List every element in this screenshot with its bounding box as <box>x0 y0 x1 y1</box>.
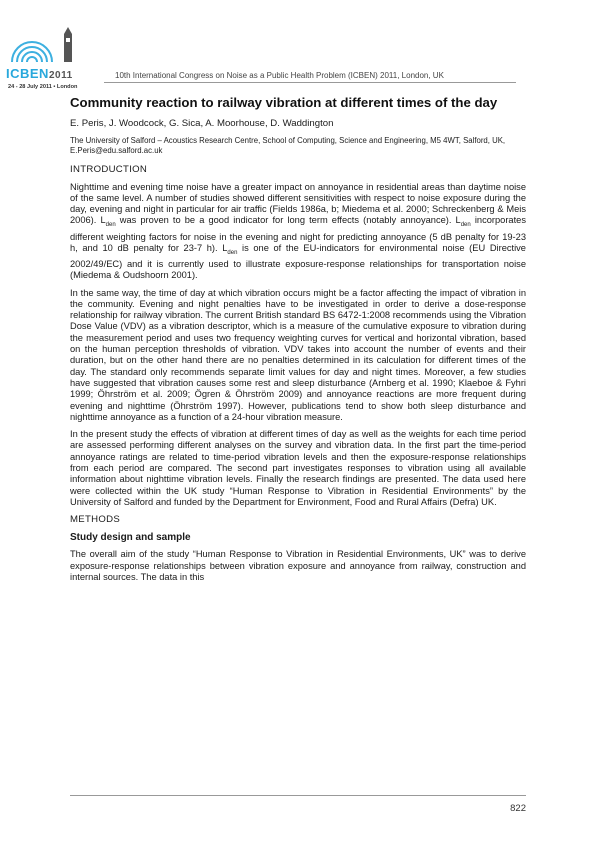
intro-paragraph-1: Nighttime and evening time noise have a greater impact on annoyance in residential areas than daytime noise of the same level. A number of studies showed different sensitivities with respect to noise exposure during the day, evening and night in particular for air traffic (Fields 1986a, b; Miedema et al. 2000; Schreckenberg & Meis 2006). $L_{den}$ was proven to be a good indicator for long term effects (notably annoyance). $L_{den}$ incorporates different weighting factors for noise in the evening and night for predicting annoyance (5 dB penalty for 19-23 h, and 10 dB penalty for 23-7 h). $L_{den}$ is one of the EU-indicators for environmental noise (EU Directive 2002/49/EC) and it is currently used to illustrate exposure-response relationships for transportation noise (Miedema & Oudshoorn 2001). <box>70 181 526 281</box>
page-number: 822 <box>510 803 526 814</box>
affiliation: The University of Salford – Acoustics Research Centre, School of Computing, Science and Engineering, M5 4WT, Salford, UK, E.Peris@edu.salford.ac.uk <box>70 135 506 155</box>
logo-wordmark: ICBEN2011 <box>6 66 73 81</box>
footer-divider <box>70 795 526 796</box>
methods-paragraph-1: The overall aim of the study “Human Response to Vibration in Residential Environments, UK” was to derive exposure-response relationships between vibration exposure and annoyance from railway, construction and internal sources. The data in this <box>70 549 526 582</box>
paper-title: Community reaction to railway vibration at different times of the day <box>70 95 498 110</box>
running-header: 10th International Congress on Noise as a Public Health Problem (ICBEN) 2011, London, UK <box>115 71 444 80</box>
intro-paragraph-3: In the present study the effects of vibration at different times of day as well as the weights for each time period are assessed performing different analyses on the survey and vibration data. In the first part the time-period annoyance ratings are related to time-period vibration levels and then the exposure-response relationships from each period are compared. The second part investigates responses to vibration using all available information about nighttime vibration levels. Finally the research findings are presented. The data used here were collected within the UK study “Human Response to Vibration in Residential Environments” by the University of Salford and funded by the Department for Environment, Food and Rural Affairs (Defra) UK. <box>70 429 526 507</box>
icben-logo <box>6 26 82 92</box>
subsection-heading-study-design: Study design and sample <box>70 532 191 544</box>
paper-body <box>70 95 526 589</box>
section-heading-introduction: INTRODUCTION <box>70 163 148 175</box>
logo-waves-icon <box>6 26 82 66</box>
logo-dates: 24 - 28 July 2011 • London <box>8 84 78 90</box>
section-heading-methods: METHODS <box>70 514 121 526</box>
author-list: E. Peris, J. Woodcock, G. Sica, A. Moorhouse, D. Waddington <box>70 117 334 129</box>
header-divider <box>104 82 516 83</box>
intro-paragraph-2: In the same way, the time of day at which vibration occurs might be a factor affecting the impact of vibration in the community. Evening and night penalties have to be investigated in order to derive a dose-response relationship for railway vibration. The current British standard BS 6472-1:2008 recommends using the Vibration Dose Value (VDV) as a vibration descriptor, which is a measure of the cumulative exposure to vibration during the measurement period and uses two frequency weighting curves for vertical and horizontal vibration, based on the human perception thresholds of vibration. VDV takes into account the number of events and their duration, but on the other hand there are no penalties determined in its calculation for different times of the day. The standard only recommends separate limit values for day and night times. Moreover, a few studies have suggested that vibration causes some rest and sleep disturbance (Arnberg et al. 1990; Klaeboe & Fyhri 1999; Öhrström et al. 2009; Ögren & Öhrström 2009) and annoyance reactions are more frequent during evening and nighttime (Öhrström 1997). However, publications tend to show both sleep disturbance and nighttime annoyance as a function of a 24-hour vibration measure. <box>70 287 526 422</box>
